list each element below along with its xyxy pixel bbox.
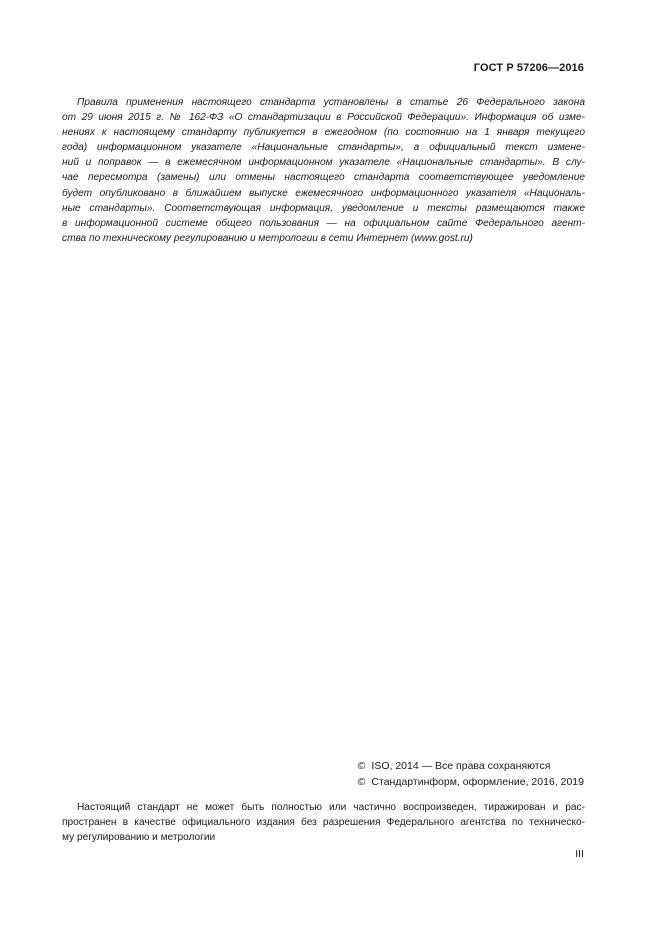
notice-line: Правила применения настоящего стандарта установлены в статье 26 Федерального закона <box>77 97 585 108</box>
notice-line: ства по техническому регулированию и метрологии в сети Интернет (www.gost.ru) <box>62 232 473 244</box>
notice-line: в информационной системе общего пользования — на официальном сайте Федерального агент- <box>62 217 585 229</box>
notice-line: нениях к настоящему стандарту публикуется в ежегодном (по состоянию на 1 января текущего <box>62 127 585 139</box>
notice-line: года) информационном указателе «Национальные стандарты», а официальный текст измене- <box>62 142 585 154</box>
copyright-publisher <box>358 774 584 790</box>
copyright-symbol: © <box>357 776 366 788</box>
rights-line: му регулированию и метрологии <box>62 832 216 844</box>
copyright-iso-text: ISO, 2014 — Все права сохраняются <box>371 760 551 772</box>
notice-line: чае пересмотра (замены) или отмены настоящего стандарта соответствующее уведомление <box>62 172 585 184</box>
rights-line: Настоящий стандарт не может быть полностью или частично воспроизведен, тиражирован и рас- <box>77 802 585 813</box>
notice-line: ний и поправок — в ежемесячном информационном указателе «Национальные стандарты». В слу- <box>62 157 585 169</box>
application-notice <box>62 95 585 246</box>
copyright-publisher-text: Стандартинформ, оформление, 2016, 2019 <box>371 776 584 788</box>
reproduction-rights <box>62 800 585 845</box>
page-number: III <box>575 848 584 860</box>
copyright-iso <box>358 758 584 774</box>
notice-line: от 29 июня 2015 г. № 162-ФЗ «О стандартизации в Российской Федерации». Информация об изме- <box>62 112 585 124</box>
notice-line: ные стандарты». Соответствующая информация, уведомление и тексты размещаются также <box>62 202 585 214</box>
copyright-block <box>358 758 584 790</box>
copyright-symbol: © <box>357 760 366 772</box>
standard-code: ГОСТ Р 57206—2016 <box>473 62 584 74</box>
rights-line: пространен в качестве официального издания без разрешения Федерального агентства по техническо- <box>62 817 585 829</box>
notice-line: будет опубликовано в ближайшем выпуске ежемесячного информационного указателя «Националь- <box>62 187 585 199</box>
